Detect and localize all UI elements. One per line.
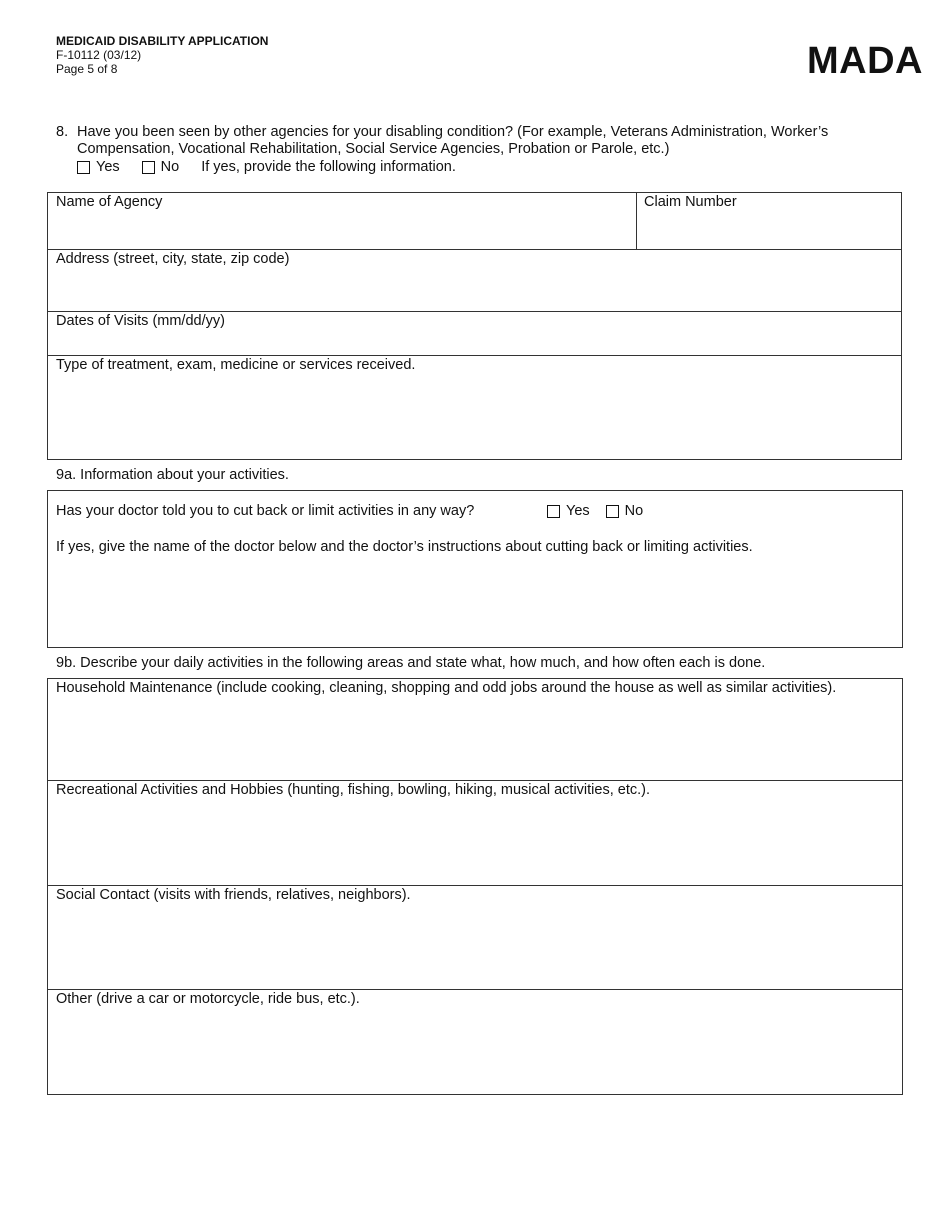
q9a-yes-option[interactable] — [547, 503, 590, 519]
q9a-no-checkbox[interactable] — [606, 505, 619, 518]
other-label: Other (drive a car or motorcycle, ride bus, etc.). — [56, 991, 360, 1007]
q9b-row-divider-1 — [47, 780, 903, 781]
form-number: F-10112 (03/12) — [56, 48, 142, 62]
social-contact-label: Social Contact (visits with friends, relatives, neighbors). — [56, 887, 411, 903]
q8-no-checkbox[interactable] — [142, 161, 155, 174]
page-number: Page 5 of 8 — [56, 62, 118, 76]
agency-row-divider-3 — [47, 355, 902, 356]
q8-question-line2: Compensation, Vocational Rehabilitation, Social Service Agencies, Probation or Parole, etc.) — [77, 141, 670, 157]
dates-of-visits-label: Dates of Visits (mm/dd/yy) — [56, 313, 225, 329]
dates-of-visits-field[interactable] — [48, 333, 901, 354]
household-label: Household Maintenance (include cooking, cleaning, shopping and odd jobs around the house as well as similar activities). — [56, 680, 837, 696]
treatment-label: Type of treatment, exam, medicine or services received. — [56, 357, 416, 373]
claim-number-field[interactable] — [637, 214, 901, 248]
q8-yes-option[interactable] — [77, 159, 120, 175]
q8-yes-checkbox[interactable] — [77, 161, 90, 174]
q9a-question: Has your doctor told you to cut back or limit activities in any way? — [56, 503, 475, 519]
other-field[interactable] — [48, 1011, 902, 1094]
address-label: Address (street, city, state, zip code) — [56, 251, 290, 267]
q9a-yes-label: Yes — [566, 503, 590, 519]
claim-number-label: Claim Number — [644, 194, 737, 210]
recreational-field[interactable] — [48, 802, 902, 884]
q9a-followup: If yes, give the name of the doctor below and the doctor’s instructions about cutting back or limiting activities. — [56, 539, 753, 555]
agency-row-divider-1 — [47, 249, 902, 250]
q9b-row-divider-2 — [47, 885, 903, 886]
recreational-label: Recreational Activities and Hobbies (hunting, fishing, bowling, hiking, musical activities, etc.). — [56, 782, 650, 798]
q8-no-option[interactable] — [142, 159, 180, 175]
q8-yes-label: Yes — [96, 159, 120, 175]
agency-row-divider-2 — [47, 311, 902, 312]
q8-question-line1: Have you been seen by other agencies for your disabling condition? (For example, Veterans Administration, Worker’s — [77, 124, 829, 140]
address-field[interactable] — [48, 271, 901, 310]
q8-number: 8. — [56, 124, 69, 140]
social-contact-field[interactable] — [48, 907, 902, 988]
name-of-agency-field[interactable] — [48, 214, 635, 248]
q8-instruction: If yes, provide the following information. — [201, 159, 456, 175]
q9a-yes-checkbox[interactable] — [547, 505, 560, 518]
q8-no-label: No — [160, 159, 180, 175]
brand-logo: MADA — [807, 40, 923, 82]
treatment-field[interactable] — [48, 377, 901, 459]
q8-options — [77, 159, 456, 175]
q9a-heading: 9a. Information about your activities. — [56, 467, 289, 483]
q9a-no-option[interactable] — [606, 503, 644, 519]
q9b-row-divider-3 — [47, 989, 903, 990]
q9a-instructions-field[interactable] — [48, 560, 902, 647]
household-field[interactable] — [48, 700, 902, 779]
q9b-heading: 9b. Describe your daily activities in the following areas and state what, how much, and how often each is done. — [56, 655, 766, 671]
q9a-options — [547, 503, 643, 519]
q9a-no-label: No — [624, 503, 644, 519]
form-title: MEDICAID DISABILITY APPLICATION — [56, 34, 269, 48]
name-of-agency-label: Name of Agency — [56, 194, 163, 210]
